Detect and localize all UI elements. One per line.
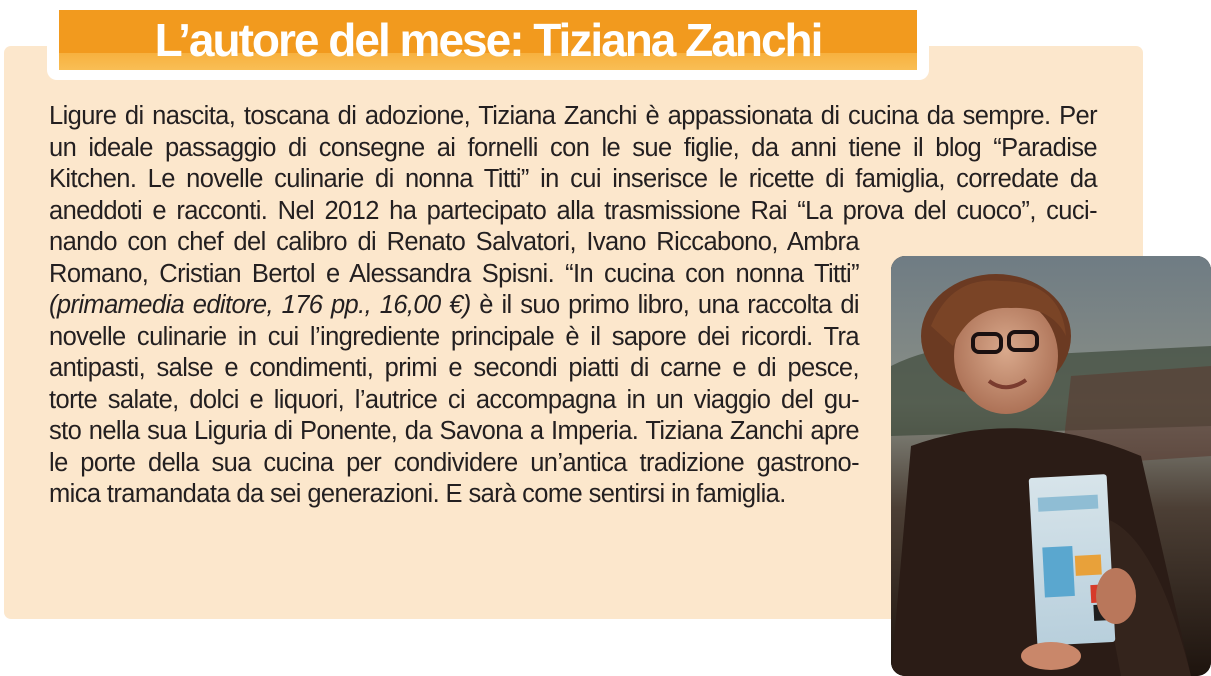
body-line: Kitchen. Le novelle culinarie di nonna Titti” in cui inserisce le ricette di famiglia, corredate da xyxy=(49,165,1097,193)
body-line: novelle culinarie in cui l’ingrediente principale è il sapore dei ricordi. Tra xyxy=(49,322,859,351)
article-title: L’autore del mese: Tiziana Zanchi xyxy=(154,14,822,66)
body-line: Romano, Cristian Bertol e Alessandra Spisni. “In cucina con nonna Titti” xyxy=(49,259,859,288)
body-line-tail: è il suo primo libro, una raccolta di xyxy=(479,291,859,319)
author-photo xyxy=(891,256,1211,676)
body-line: antipasti, salse e condimenti, primi e secondi piatti di carne e di pesce, xyxy=(49,354,859,382)
book-details: (primamedia editore, 176 pp., 16,00 €) xyxy=(49,291,471,319)
body-line: aneddoti e racconti. Nel 2012 ha partecipato alla trasmissione Rai “La prova del cuoco”, cuci- xyxy=(49,196,1097,225)
title-bar xyxy=(59,10,917,70)
body-line: nando con chef del calibro di Renato Salvatori, Ivano Riccabono, Ambra xyxy=(49,228,859,256)
body-line: torte salate, dolci e liquori, l’autrice ci accompagna in un viaggio del gu- xyxy=(49,385,859,414)
body-line: Ligure di nascita, toscana di adozione, Tiziana Zanchi è appassionata di cucina da sempre. Per xyxy=(49,102,1097,130)
body-line: mica tramandata da sei generazioni. E sarà come sentirsi in famiglia. xyxy=(49,480,786,508)
body-line: un ideale passaggio di consegne ai fornelli con le sue figlie, da anni tiene il blog “Paradise xyxy=(49,133,1097,162)
body-line-with-book-details xyxy=(49,290,859,322)
author-portrait-icon xyxy=(891,256,1211,676)
body-line: le porte della sua cucina per condividere un’antica tradizione gastrono- xyxy=(49,448,859,477)
body-line: sto nella sua Liguria di Ponente, da Savona a Imperia. Tiziana Zanchi apre xyxy=(49,417,859,445)
